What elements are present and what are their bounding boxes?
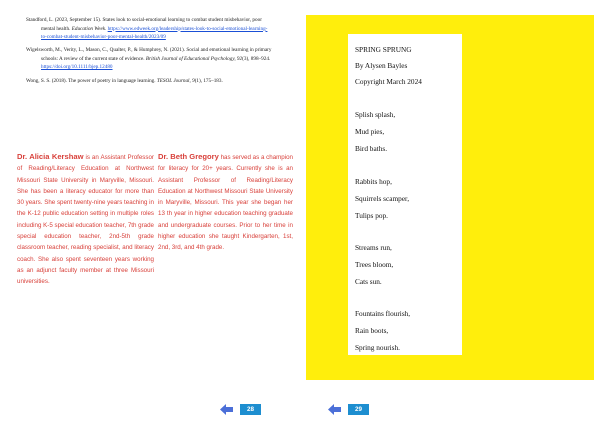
poem-copyright: Copyright March 2024 bbox=[355, 77, 422, 86]
author-bio-gregory bbox=[158, 151, 293, 254]
poem-line: Tulips pop. bbox=[355, 211, 388, 220]
references-list bbox=[26, 16, 272, 90]
poem-author: By Alysen Bayles bbox=[355, 61, 408, 70]
author-bio-kershaw bbox=[17, 151, 154, 288]
reference-tail: (1), 175–183. bbox=[194, 77, 223, 84]
arrow-left-icon[interactable] bbox=[220, 404, 233, 415]
poem-line: Bird baths. bbox=[355, 144, 388, 153]
reference-link[interactable]: https://doi.org/10.1111/bjep.12480 bbox=[41, 64, 113, 71]
next-page-nav[interactable] bbox=[328, 403, 369, 415]
reference-text: Standford, L. (2023, September 15). States look to social-emotional learning to combat student misbehavior, poor mental health. bbox=[26, 17, 262, 32]
prev-page-nav[interactable] bbox=[220, 403, 261, 415]
page-number-badge[interactable]: 28 bbox=[240, 404, 261, 415]
poem-title: SPRING SPRUNG bbox=[355, 45, 412, 54]
poem-line: Cats sun. bbox=[355, 277, 382, 286]
poem-line: Trees bloom, bbox=[355, 260, 394, 269]
reference-item bbox=[26, 46, 272, 72]
page-number-badge[interactable]: 29 bbox=[348, 404, 369, 415]
author-name: Dr. Alicia Kershaw bbox=[17, 152, 84, 161]
poem-line: Squirrels scamper, bbox=[355, 194, 410, 203]
right-page bbox=[306, 15, 594, 380]
poem-line: Splish splash, bbox=[355, 110, 396, 119]
left-page bbox=[0, 0, 306, 383]
reference-source: British Journal of Educational Psychology, 92 bbox=[145, 55, 243, 62]
author-name: Dr. Beth Gregory bbox=[158, 152, 219, 161]
poem-line: Mud pies, bbox=[355, 127, 385, 136]
reference-item bbox=[26, 77, 272, 86]
reference-text: Wigelsworth, M., Verity, L., Mason, C., Qualter, P., & Humphrey, N. (2021). Social and emotional learning in primary schools: A review of the current state of evidence. bbox=[26, 47, 272, 62]
reference-tail: (3), 898–924. bbox=[242, 55, 271, 62]
poem-line: Rabbits hop, bbox=[355, 177, 392, 186]
reference-item bbox=[26, 16, 272, 42]
reference-text: Wong, S. S. (2018). The power of poetry in language learning. bbox=[26, 77, 156, 84]
author-bio-text: is an Assistant Professor of Reading/Literacy Education at Northwest Missouri State University in Maryville, Missouri. She has been a literacy educator for more than 30 years. She spent twenty-nine years teaching in the K-12 public education setting in multiple roles including K-5 special education teacher, 7th grade special education teacher, 2nd-5th grade classroom teacher, reading specialist, and literacy coach. She also spent seventeen years working as an adjunct faculty member at three Missouri universities. bbox=[17, 154, 154, 286]
reference-source: Education Week. bbox=[71, 25, 107, 32]
poem-line: Fountains flourish, bbox=[355, 309, 411, 318]
author-bio-text: has served as a champion for literacy for 20+ years. Currently she is an Assistant Professor of Reading/Literacy Education at Northwest Missouri State University in Maryville, Missouri. This year she began her 13 th year in higher education teaching graduate and undergraduate courses. Prior to her time in higher education she taught Kindergarten, 1st, 2nd, 3rd, and 4th grade. bbox=[158, 154, 293, 252]
reference-source: TESOL Journal, 9 bbox=[156, 77, 195, 84]
poem-line: Spring nourish. bbox=[355, 343, 400, 352]
poem-line: Rain boots, bbox=[355, 326, 389, 335]
reference-link[interactable]: https://www.edweek.org/leadership/states-look-to-social-emotional-learning-to-combat-student-misbehavior-poor-mental-health/2023/09 bbox=[41, 25, 268, 41]
arrow-left-icon[interactable] bbox=[328, 404, 341, 415]
poem-card bbox=[348, 34, 462, 355]
poem-line: Streams run, bbox=[355, 243, 392, 252]
